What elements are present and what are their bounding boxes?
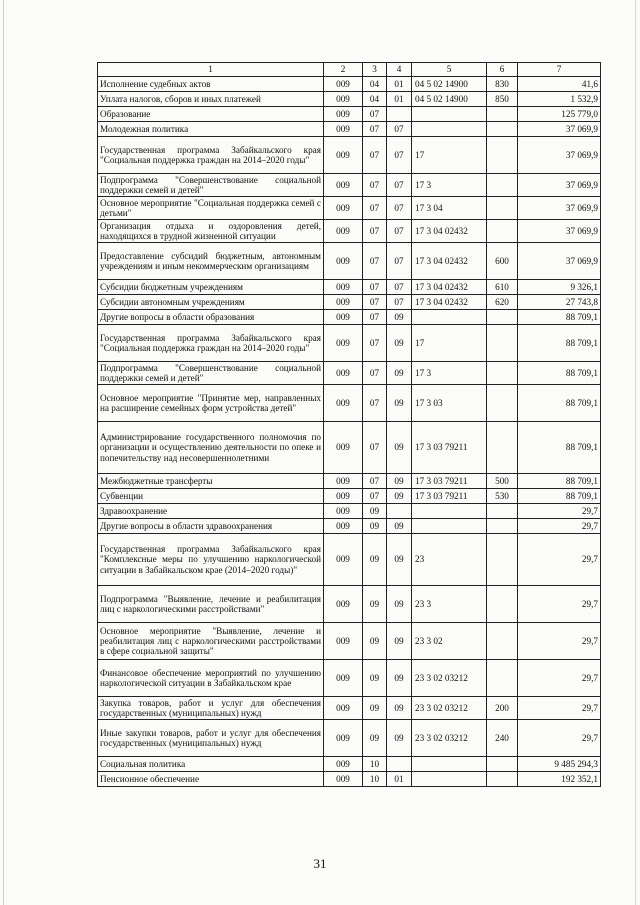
row-section: 07 bbox=[363, 280, 387, 295]
row-name: Основное мероприятие "Выявление, лечение и реабилитация лиц с наркологическими расстройствами в сфере социальной защиты" bbox=[98, 623, 324, 660]
row-name: Молодежная политика bbox=[98, 122, 324, 137]
row-target-item: 17 3 bbox=[412, 174, 487, 197]
row-admin-code: 009 bbox=[324, 504, 363, 519]
row-name: Подпрограмма "Выявление, лечение и реабилитация лиц с наркологическими расстройствами" bbox=[98, 586, 324, 623]
row-expense-type: 200 bbox=[487, 697, 518, 720]
row-subsection: 09 bbox=[387, 623, 412, 660]
table-row bbox=[98, 280, 601, 295]
row-name: Исполнение судебных актов bbox=[98, 77, 324, 92]
row-target-item: 17 3 04 bbox=[412, 197, 487, 220]
row-subsection: 07 bbox=[387, 197, 412, 220]
row-expense-type bbox=[487, 122, 518, 137]
row-name: Государственная программа Забайкальского края "Социальная поддержка граждан на 2014–2020 годы" bbox=[98, 137, 324, 174]
table-row bbox=[98, 92, 601, 107]
table-row bbox=[98, 220, 601, 243]
row-name: Межбюджетные трансферты bbox=[98, 474, 324, 489]
row-admin-code: 009 bbox=[324, 174, 363, 197]
row-amount: 29,7 bbox=[518, 660, 601, 697]
row-admin-code: 009 bbox=[324, 310, 363, 325]
row-expense-type bbox=[487, 504, 518, 519]
row-target-item bbox=[412, 772, 487, 787]
row-subsection: 07 bbox=[387, 280, 412, 295]
row-expense-type bbox=[487, 107, 518, 122]
row-name: Подпрограмма "Совершенствование социальной поддержки семей и детей" bbox=[98, 362, 324, 385]
table-body bbox=[98, 63, 601, 787]
row-expense-type bbox=[487, 519, 518, 534]
row-subsection: 07 bbox=[387, 295, 412, 310]
row-target-item: 17 3 04 02432 bbox=[412, 220, 487, 243]
row-admin-code: 009 bbox=[324, 122, 363, 137]
table-row bbox=[98, 295, 601, 310]
row-target-item: 17 3 bbox=[412, 362, 487, 385]
row-subsection: 09 bbox=[387, 385, 412, 422]
row-name: Финансовое обеспечение мероприятий по улучшению наркологической ситуации в Забайкальском крае bbox=[98, 660, 324, 697]
row-section: 07 bbox=[363, 325, 387, 362]
row-subsection: 09 bbox=[387, 489, 412, 504]
row-expense-type bbox=[487, 586, 518, 623]
row-subsection: 09 bbox=[387, 325, 412, 362]
row-amount: 37 069,9 bbox=[518, 174, 601, 197]
row-amount: 37 069,9 bbox=[518, 137, 601, 174]
row-expense-type: 830 bbox=[487, 77, 518, 92]
row-admin-code: 009 bbox=[324, 474, 363, 489]
budget-table bbox=[97, 62, 601, 787]
row-section: 10 bbox=[363, 757, 387, 772]
row-section: 07 bbox=[363, 197, 387, 220]
row-amount: 37 069,9 bbox=[518, 197, 601, 220]
row-target-item: 17 3 04 02432 bbox=[412, 295, 487, 310]
row-section: 09 bbox=[363, 623, 387, 660]
row-target-item bbox=[412, 107, 487, 122]
row-name: Государственная программа Забайкальского края "Социальная поддержка граждан на 2014–2020 годы" bbox=[98, 325, 324, 362]
row-subsection: 09 bbox=[387, 660, 412, 697]
row-amount: 88 709,1 bbox=[518, 362, 601, 385]
header-cell-2: 2 bbox=[324, 63, 363, 77]
row-target-item bbox=[412, 122, 487, 137]
scan-edge-right bbox=[635, 0, 636, 905]
row-target-item bbox=[412, 310, 487, 325]
row-section: 07 bbox=[363, 295, 387, 310]
row-expense-type bbox=[487, 660, 518, 697]
table-row bbox=[98, 586, 601, 623]
row-subsection: 09 bbox=[387, 310, 412, 325]
table-row bbox=[98, 310, 601, 325]
row-expense-type bbox=[487, 623, 518, 660]
row-section: 07 bbox=[363, 220, 387, 243]
row-amount: 192 352,1 bbox=[518, 772, 601, 787]
row-section: 09 bbox=[363, 534, 387, 586]
row-target-item: 23 3 02 bbox=[412, 623, 487, 660]
row-subsection: 07 bbox=[387, 220, 412, 243]
row-amount: 29,7 bbox=[518, 534, 601, 586]
row-section: 07 bbox=[363, 107, 387, 122]
table-row bbox=[98, 107, 601, 122]
row-admin-code: 009 bbox=[324, 220, 363, 243]
row-section: 09 bbox=[363, 504, 387, 519]
row-admin-code: 009 bbox=[324, 422, 363, 474]
row-amount: 88 709,1 bbox=[518, 325, 601, 362]
row-target-item: 17 3 03 79211 bbox=[412, 489, 487, 504]
row-admin-code: 009 bbox=[324, 385, 363, 422]
table-row bbox=[98, 519, 601, 534]
row-subsection bbox=[387, 107, 412, 122]
row-amount: 88 709,1 bbox=[518, 310, 601, 325]
table-row bbox=[98, 77, 601, 92]
row-expense-type bbox=[487, 362, 518, 385]
row-amount: 37 069,9 bbox=[518, 220, 601, 243]
row-admin-code: 009 bbox=[324, 757, 363, 772]
row-subsection: 01 bbox=[387, 772, 412, 787]
row-section: 09 bbox=[363, 519, 387, 534]
table-row bbox=[98, 720, 601, 757]
row-expense-type: 620 bbox=[487, 295, 518, 310]
row-subsection: 09 bbox=[387, 720, 412, 757]
row-subsection: 09 bbox=[387, 519, 412, 534]
row-amount: 29,7 bbox=[518, 504, 601, 519]
scan-edge-left bbox=[3, 0, 4, 905]
row-name: Организация отдыха и оздоровления детей, находящихся в трудной жизненной ситуации bbox=[98, 220, 324, 243]
row-amount: 29,7 bbox=[518, 623, 601, 660]
row-subsection: 07 bbox=[387, 174, 412, 197]
row-target-item: 17 3 03 bbox=[412, 385, 487, 422]
row-section: 07 bbox=[363, 310, 387, 325]
row-section: 09 bbox=[363, 697, 387, 720]
row-target-item bbox=[412, 757, 487, 772]
row-admin-code: 009 bbox=[324, 325, 363, 362]
row-expense-type bbox=[487, 772, 518, 787]
row-name: Социальная политика bbox=[98, 757, 324, 772]
table-row bbox=[98, 660, 601, 697]
row-admin-code: 009 bbox=[324, 137, 363, 174]
header-cell-6: 6 bbox=[487, 63, 518, 77]
row-name: Закупка товаров, работ и услуг для обеспечения государственных (муниципальных) нужд bbox=[98, 697, 324, 720]
row-section: 07 bbox=[363, 243, 387, 280]
row-subsection: 09 bbox=[387, 697, 412, 720]
row-target-item: 17 bbox=[412, 137, 487, 174]
row-admin-code: 009 bbox=[324, 243, 363, 280]
row-expense-type bbox=[487, 385, 518, 422]
row-admin-code: 009 bbox=[324, 197, 363, 220]
row-amount: 37 069,9 bbox=[518, 122, 601, 137]
row-expense-type bbox=[487, 325, 518, 362]
header-cell-5: 5 bbox=[412, 63, 487, 77]
row-amount: 88 709,1 bbox=[518, 422, 601, 474]
row-subsection: 09 bbox=[387, 422, 412, 474]
row-expense-type: 600 bbox=[487, 243, 518, 280]
row-amount: 125 779,0 bbox=[518, 107, 601, 122]
row-name: Государственная программа Забайкальского края "Комплексные меры по улучшению наркологической ситуации в Забайкальском крае (2014–2020 годы)" bbox=[98, 534, 324, 586]
row-admin-code: 009 bbox=[324, 92, 363, 107]
table-row bbox=[98, 772, 601, 787]
row-expense-type: 530 bbox=[487, 489, 518, 504]
row-expense-type: 850 bbox=[487, 92, 518, 107]
row-amount: 9 326,1 bbox=[518, 280, 601, 295]
table-row bbox=[98, 489, 601, 504]
row-subsection: 09 bbox=[387, 586, 412, 623]
row-expense-type bbox=[487, 422, 518, 474]
row-expense-type bbox=[487, 197, 518, 220]
row-amount: 1 532,9 bbox=[518, 92, 601, 107]
row-expense-type: 610 bbox=[487, 280, 518, 295]
table-row bbox=[98, 243, 601, 280]
row-target-item: 23 3 02 03212 bbox=[412, 697, 487, 720]
row-expense-type bbox=[487, 534, 518, 586]
row-target-item: 23 3 bbox=[412, 586, 487, 623]
row-target-item: 23 3 02 03212 bbox=[412, 720, 487, 757]
row-name: Иные закупки товаров, работ и услуг для обеспечения государственных (муниципальных) нужд bbox=[98, 720, 324, 757]
row-expense-type: 240 bbox=[487, 720, 518, 757]
row-name: Пенсионное обеспечение bbox=[98, 772, 324, 787]
table-row bbox=[98, 474, 601, 489]
row-target-item: 17 3 04 02432 bbox=[412, 280, 487, 295]
row-subsection: 01 bbox=[387, 92, 412, 107]
row-section: 07 bbox=[363, 122, 387, 137]
row-target-item bbox=[412, 519, 487, 534]
table-row bbox=[98, 362, 601, 385]
row-name: Субвенции bbox=[98, 489, 324, 504]
table-row bbox=[98, 697, 601, 720]
row-subsection: 09 bbox=[387, 534, 412, 586]
row-section: 07 bbox=[363, 489, 387, 504]
row-name: Другие вопросы в области образования bbox=[98, 310, 324, 325]
row-section: 10 bbox=[363, 772, 387, 787]
row-target-item: 04 5 02 14900 bbox=[412, 77, 487, 92]
row-subsection bbox=[387, 757, 412, 772]
table-row bbox=[98, 122, 601, 137]
header-cell-1: 1 bbox=[98, 63, 324, 77]
row-section: 09 bbox=[363, 586, 387, 623]
table-row bbox=[98, 422, 601, 474]
table-row bbox=[98, 174, 601, 197]
header-cell-3: 3 bbox=[363, 63, 387, 77]
row-target-item: 17 bbox=[412, 325, 487, 362]
row-target-item: 17 3 03 79211 bbox=[412, 474, 487, 489]
row-target-item bbox=[412, 504, 487, 519]
table-row bbox=[98, 325, 601, 362]
row-admin-code: 009 bbox=[324, 586, 363, 623]
row-admin-code: 009 bbox=[324, 295, 363, 310]
row-name: Субсидии автономным учреждениям bbox=[98, 295, 324, 310]
row-amount: 88 709,1 bbox=[518, 474, 601, 489]
table-row bbox=[98, 137, 601, 174]
row-amount: 37 069,9 bbox=[518, 243, 601, 280]
row-name: Другие вопросы в области здравоохранения bbox=[98, 519, 324, 534]
row-amount: 29,7 bbox=[518, 519, 601, 534]
row-expense-type bbox=[487, 137, 518, 174]
row-amount: 27 743,8 bbox=[518, 295, 601, 310]
row-section: 07 bbox=[363, 474, 387, 489]
row-amount: 41,6 bbox=[518, 77, 601, 92]
row-name: Уплата налогов, сборов и иных платежей bbox=[98, 92, 324, 107]
row-subsection: 07 bbox=[387, 122, 412, 137]
row-amount: 29,7 bbox=[518, 720, 601, 757]
row-amount: 9 485 294,3 bbox=[518, 757, 601, 772]
row-section: 07 bbox=[363, 137, 387, 174]
row-name: Основное мероприятие "Социальная поддержка семей с детьми" bbox=[98, 197, 324, 220]
table-row bbox=[98, 534, 601, 586]
row-admin-code: 009 bbox=[324, 534, 363, 586]
row-target-item: 23 3 02 03212 bbox=[412, 660, 487, 697]
row-admin-code: 009 bbox=[324, 772, 363, 787]
row-admin-code: 009 bbox=[324, 697, 363, 720]
row-section: 04 bbox=[363, 77, 387, 92]
row-name: Образование bbox=[98, 107, 324, 122]
header-cell-7: 7 bbox=[518, 63, 601, 77]
row-target-item: 23 bbox=[412, 534, 487, 586]
row-name: Администрирование государственного полномочия по организации и осуществлению деятельности по опеке и попечительству над несовершеннолетними bbox=[98, 422, 324, 474]
row-section: 07 bbox=[363, 422, 387, 474]
row-target-item: 17 3 03 79211 bbox=[412, 422, 487, 474]
table-row bbox=[98, 504, 601, 519]
row-subsection: 09 bbox=[387, 362, 412, 385]
header-cell-4: 4 bbox=[387, 63, 412, 77]
table-row bbox=[98, 197, 601, 220]
row-expense-type bbox=[487, 174, 518, 197]
row-admin-code: 009 bbox=[324, 107, 363, 122]
row-admin-code: 009 bbox=[324, 519, 363, 534]
row-amount: 29,7 bbox=[518, 586, 601, 623]
table-row bbox=[98, 757, 601, 772]
row-amount: 29,7 bbox=[518, 697, 601, 720]
table-row bbox=[98, 623, 601, 660]
row-amount: 88 709,1 bbox=[518, 385, 601, 422]
row-section: 09 bbox=[363, 720, 387, 757]
row-admin-code: 009 bbox=[324, 362, 363, 385]
row-subsection: 07 bbox=[387, 137, 412, 174]
row-expense-type bbox=[487, 310, 518, 325]
row-admin-code: 009 bbox=[324, 489, 363, 504]
table-row bbox=[98, 385, 601, 422]
row-target-item: 17 3 04 02432 bbox=[412, 243, 487, 280]
row-admin-code: 009 bbox=[324, 77, 363, 92]
row-expense-type bbox=[487, 220, 518, 243]
row-section: 07 bbox=[363, 385, 387, 422]
row-name: Субсидии бюджетным учреждениям bbox=[98, 280, 324, 295]
row-section: 04 bbox=[363, 92, 387, 107]
row-section: 09 bbox=[363, 660, 387, 697]
row-name: Здравоохранение bbox=[98, 504, 324, 519]
row-admin-code: 009 bbox=[324, 280, 363, 295]
row-admin-code: 009 bbox=[324, 660, 363, 697]
row-name: Подпрограмма "Совершенствование социальной поддержки семей и детей" bbox=[98, 174, 324, 197]
row-section: 07 bbox=[363, 174, 387, 197]
row-amount: 88 709,1 bbox=[518, 489, 601, 504]
row-subsection: 01 bbox=[387, 77, 412, 92]
row-name: Основное мероприятие "Принятие мер, направленных на расширение семейных форм устройства детей" bbox=[98, 385, 324, 422]
row-subsection: 07 bbox=[387, 243, 412, 280]
row-expense-type bbox=[487, 757, 518, 772]
header-row bbox=[98, 63, 601, 77]
row-target-item: 04 5 02 14900 bbox=[412, 92, 487, 107]
row-admin-code: 009 bbox=[324, 720, 363, 757]
row-expense-type: 500 bbox=[487, 474, 518, 489]
row-subsection: 09 bbox=[387, 474, 412, 489]
row-name: Предоставление субсидий бюджетным, автономным учреждениям и иным некоммерческим организациям bbox=[98, 243, 324, 280]
page-number: 31 bbox=[313, 856, 327, 871]
row-subsection bbox=[387, 504, 412, 519]
row-admin-code: 009 bbox=[324, 623, 363, 660]
row-section: 07 bbox=[363, 362, 387, 385]
